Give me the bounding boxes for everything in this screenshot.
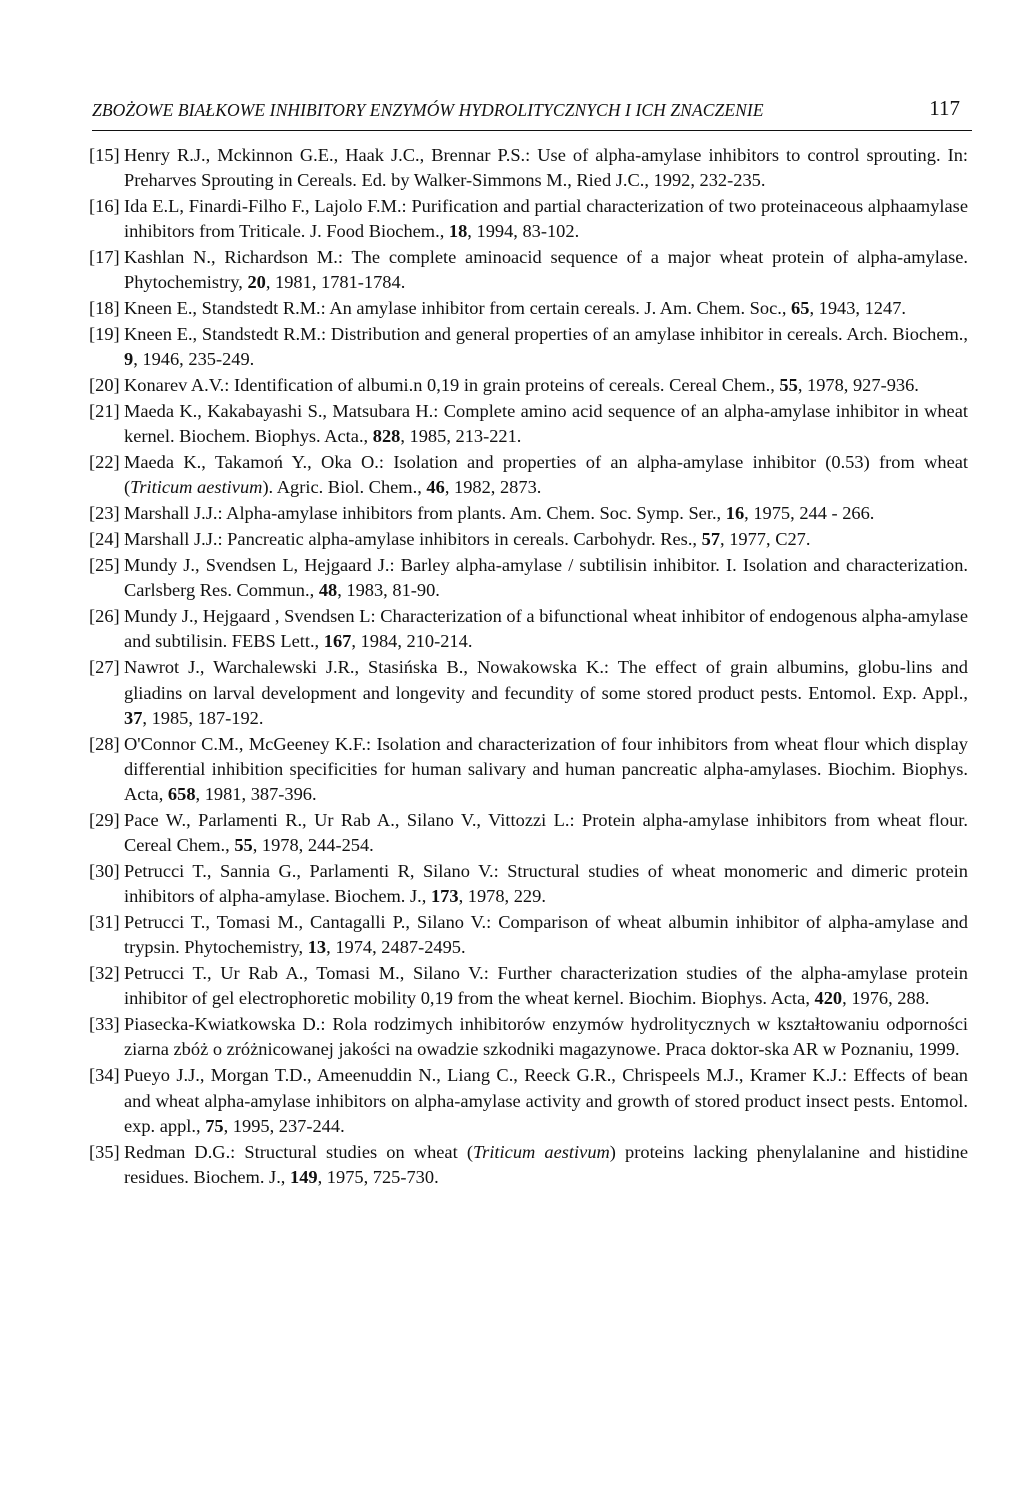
reference-text [124, 1065, 968, 1135]
reference-italic-term: Triticum aestivum [130, 477, 263, 498]
reference-item [89, 1140, 968, 1190]
reference-text [124, 810, 968, 855]
reference-item [89, 501, 968, 526]
reference-text-run: Pace W., Parlamenti R., Ur Rab A., Silano V., Vittozzi L.: Protein alpha-amylase inhibitors from wheat flour. Cereal Chem., [124, 809, 968, 856]
reference-number: [32] [89, 963, 120, 984]
reference-item [89, 859, 968, 909]
reference-text-run: Henry R.J., Mckinnon G.E., Haak J.C., Brennar P.S.: Use of alpha-amylase inhibitors to control sprouting. In: Preharves Sprouting in Cereals. Ed. by Walker-Simmons M., Ried J.C., 1992, 232-235. [124, 145, 968, 191]
reference-text [124, 298, 906, 318]
reference-text-run: Mundy J., Svendsen L, Hejgaard J.: Barley alpha-amylase / subtilisin inhibitor. I. Isolation and characterization. Carlsberg Res. Commun., [124, 555, 968, 601]
reference-text-run: Petrucci T., Sannia G., Parlamenti R, Silano V.: Structural studies of wheat monomeric and dimeric protein inhibitors of alpha-amylase. Biochem. J., [124, 861, 968, 907]
reference-number: [26] [89, 606, 120, 627]
reference-item [89, 450, 968, 500]
reference-volume: 173 [430, 886, 459, 907]
reference-text-run: Konarev A.V.: Identification of albumi.n 0,19 in grain proteins of cereals. Cereal Chem., [124, 375, 780, 396]
reference-volume: 75 [205, 1115, 224, 1136]
reference-item [89, 910, 968, 960]
reference-item [89, 808, 968, 858]
reference-item [89, 245, 968, 295]
reference-text [124, 247, 968, 292]
reference-text [124, 1014, 968, 1059]
reference-text-run: Ida E.L, Finardi-Filho F., Lajolo F.M.: Purification and partial characterization of two proteinaceous alphaamylase inhibitors from Triticale. J. Food Biochem., [124, 196, 968, 242]
reference-volume: 65 [791, 298, 810, 319]
reference-number: [29] [89, 809, 120, 830]
reference-number: [15] [89, 145, 120, 165]
reference-text-run: , 1981, 387-396. [195, 784, 317, 805]
reference-number: [24] [89, 529, 120, 550]
reference-text-run: , 1994, 83-102. [467, 221, 580, 242]
reference-text-run: Marshall J.J.: Pancreatic alpha-amylase inhibitors in cereals. Carbohydr. Res., [124, 529, 702, 550]
reference-text [124, 606, 968, 651]
reference-text-run: Piasecka-Kwiatkowska D.: Rola rodzimych inhibitorów enzymów hydrolitycznych w kształtowaniu odporności ziarna zbóż o zróżnicowanej jakości na owadzie szkodniki magazynowe. Praca doktor-ska AR w Poznaniu, 1999. [124, 1014, 968, 1060]
reference-item [89, 732, 968, 808]
reference-text [124, 555, 968, 600]
reference-number: [16] [89, 196, 120, 217]
page-number: 117 [929, 96, 960, 120]
reference-volume: 149 [290, 1166, 318, 1187]
reference-number: [30] [89, 861, 120, 881]
reference-item [89, 655, 968, 731]
reference-text-run: , 1975, 725-730. [317, 1166, 439, 1187]
reference-volume: 9 [124, 349, 134, 370]
reference-text-run: Petrucci T., Ur Rab A., Tomasi M., Silano V.: Further characterization studies of the alpha-amylase protein inhibitor of gel electrophoretic mobility 0,19 from the wheat kernel. Biochim. Biophys. Acta, [124, 963, 968, 1009]
reference-text-run: , 1985, 213-221. [400, 426, 522, 447]
reference-text-run: , 1978, 229. [458, 886, 546, 907]
reference-text-run: Redman D.G.: Structural studies on wheat ( [124, 1141, 473, 1162]
reference-volume: 55 [779, 375, 798, 396]
reference-number: [31] [89, 912, 120, 933]
reference-volume: 167 [323, 631, 352, 652]
reference-text-run: , 1946, 235-249. [133, 349, 255, 370]
reference-text [124, 1142, 968, 1187]
reference-text-run: , 1978, 927-936. [797, 375, 919, 396]
reference-number: [17] [89, 247, 120, 268]
reference-item [89, 527, 968, 552]
reference-text [124, 145, 968, 190]
reference-number: [23] [89, 503, 120, 524]
reference-item [89, 604, 968, 654]
reference-text-run: , 1976, 288. [842, 988, 930, 1009]
reference-volume: 57 [701, 529, 721, 550]
reference-italic-term: Triticum aestivum [472, 1141, 610, 1162]
reference-volume: 20 [247, 272, 266, 293]
reference-text-run: Mundy J., Hejgaard , Svendsen L: Characterization of a bifunctional wheat inhibitor of endogenous alpha-amylase and subtilisin. FEBS Lett., [124, 606, 968, 652]
reference-text [124, 861, 968, 906]
reference-text [124, 963, 968, 1008]
reference-text-run: , 1983, 81-90. [337, 580, 440, 601]
reference-text-run: Marshall J.J.: Alpha-amylase inhibitors from plants. Am. Chem. Soc. Symp. Ser., [124, 503, 726, 524]
reference-number: [21] [89, 401, 120, 422]
reference-text-run: , 1985, 187-192. [142, 707, 264, 728]
reference-text [124, 452, 968, 497]
reference-text-run: , 1995, 237-244. [223, 1115, 345, 1136]
reference-text-run: Kneen E., Standstedt R.M.: Distribution and general properties of an amylase inhibitor in cereals. Arch. Biochem., [124, 324, 968, 345]
reference-volume: 658 [167, 784, 196, 805]
reference-volume: 16 [725, 503, 745, 524]
reference-text [124, 401, 968, 446]
reference-volume: 48 [318, 580, 338, 601]
reference-item [89, 1063, 968, 1139]
reference-text-run: , 1943, 1247. [809, 298, 906, 319]
reference-text-run: , 1974, 2487-2495. [326, 937, 466, 958]
reference-volume: 46 [426, 477, 445, 498]
reference-text-run: , 1978, 244-254. [252, 835, 374, 856]
reference-number: [25] [89, 555, 120, 576]
reference-list [89, 143, 968, 1191]
reference-number: [22] [89, 452, 120, 473]
reference-text-run: , 1975, 244 - 266. [744, 503, 875, 524]
reference-volume: 13 [307, 937, 327, 958]
reference-volume: 420 [814, 988, 843, 1009]
reference-text-run: Pueyo J.J., Morgan T.D., Ameenuddin N., Liang C., Reeck G.R., Chrispeels M.J., Kramer K.J.: Effects of bean and wheat alpha-amylase inhibitors on alpha-amylase activity and growth of stored product insect pests. Entomol. exp. appl., [124, 1065, 968, 1136]
reference-number: [18] [89, 298, 120, 319]
reference-number: [28] [89, 733, 120, 754]
reference-item [89, 143, 968, 193]
reference-text-run: , 1981, 1781-1784. [265, 272, 406, 293]
reference-text-run: Kneen E., Standstedt R.M.: An amylase inhibitor from certain cereals. J. Am. Chem. Soc., [124, 298, 792, 319]
reference-text-run: ) proteins lacking phenylalanine and histidine residues. Biochem. J., [124, 1141, 968, 1187]
reference-number: [27] [89, 657, 120, 678]
reference-number: [34] [89, 1065, 120, 1086]
reference-text-run: Nawrot J., Warchalewski J.R., Stasińska B., Nowakowska K.: The effect of grain albumins, globu-lins and gliadins on larval development and longevity and fecundity of some stored product pests. Entomol. Exp. Appl., [124, 657, 968, 703]
reference-text-run: Kashlan N., Richardson M.: The complete aminoacid sequence of a major wheat protein of alpha-amylase. Phytochemistry, [124, 247, 968, 293]
reference-text [124, 657, 968, 727]
reference-text-run: , 1984, 210-214. [351, 631, 473, 652]
reference-number: [33] [89, 1014, 120, 1035]
reference-text-run: , 1977, C27. [720, 529, 811, 550]
reference-number: [19] [89, 324, 120, 345]
running-header [92, 94, 972, 131]
reference-text-run: ). Agric. Biol. Chem., [262, 477, 427, 498]
reference-text [124, 196, 968, 241]
reference-text [124, 734, 968, 804]
reference-volume: 828 [372, 426, 401, 447]
reference-text [124, 912, 968, 957]
reference-item [89, 322, 968, 372]
reference-item [89, 399, 968, 449]
running-title: ZBOŻOWE BIAŁKOWE INHIBITORY ENZYMÓW HYDROLITYCZNYCH I ICH ZNACZENIE [92, 100, 764, 120]
reference-item [89, 296, 968, 321]
reference-number: [35] [89, 1141, 120, 1162]
reference-volume: 55 [234, 835, 253, 856]
reference-item [89, 194, 968, 244]
reference-text-run: Maeda K., Takamoń Y., Oka O.: Isolation and properties of an alpha-amylase inhibitor (0.53) from wheat ( [124, 452, 968, 498]
reference-volume: 37 [124, 707, 143, 728]
reference-text [124, 375, 919, 395]
reference-number: [20] [89, 375, 120, 396]
reference-item [89, 1012, 968, 1062]
reference-text-run: O'Connor C.M., McGeeney K.F.: Isolation and characterization of four inhibitors from wheat flour which display differential inhibition specificities for human salivary and human pancreatic alpha-amylases. Biochim. Biophys. Acta, [124, 733, 968, 805]
reference-text-run: Petrucci T., Tomasi M., Cantagalli P., Silano V.: Comparison of wheat albumin inhibitor of alpha-amylase and trypsin. Phytochemistry, [124, 912, 968, 958]
reference-item [89, 373, 968, 398]
reference-text [124, 529, 810, 549]
reference-item [89, 553, 968, 603]
reference-text-run: Maeda K., Kakabayashi S., Matsubara H.: Complete amino acid sequence of an alpha-amylase inhibitor in wheat kernel. Biochem. Biophys. Acta., [124, 401, 968, 447]
reference-volume: 18 [448, 221, 468, 242]
reference-text [124, 324, 968, 369]
reference-text [124, 503, 874, 523]
reference-text-run: , 1982, 2873. [444, 477, 542, 498]
reference-item [89, 961, 968, 1011]
